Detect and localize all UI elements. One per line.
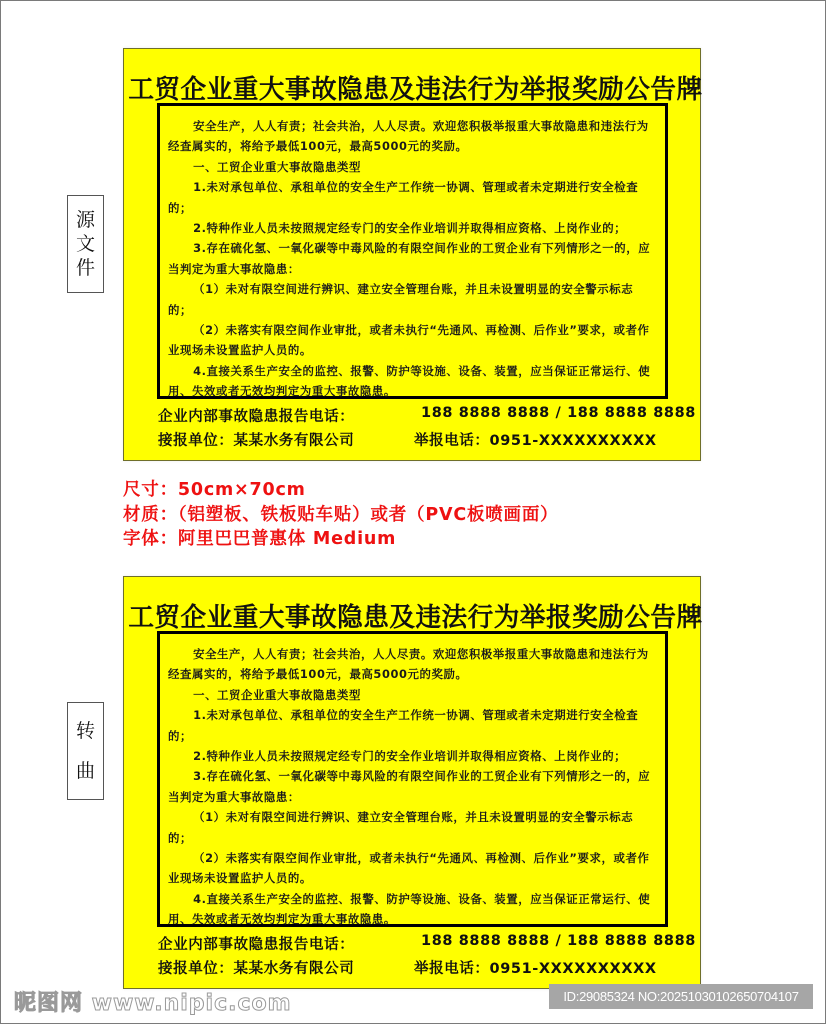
body-paragraph: （2）未落实有限空间作业审批，或者未执行“先通风、再检测、后作业”要求，或者作业现场未设置监护人员的。 — [168, 851, 650, 886]
source-file-label — [67, 195, 104, 293]
report-unit-row — [158, 957, 657, 978]
internal-phone-row — [158, 933, 696, 954]
spec-font: 字体：阿里巴巴普惠体 Medium — [123, 529, 397, 549]
internal-phone-label: 企业内部事故隐患报告电话： — [158, 937, 355, 953]
body-paragraph: 4.直接关系生产安全的监控、报警、防护等设施、设备、装置，应当保证正常运行、使用、失效或者无效均判定为重大事故隐患。 — [168, 363, 651, 399]
watermark-id-badge: ID:29085324 NO:20251030102650704107 — [549, 984, 813, 1009]
sign-body-box — [157, 631, 668, 927]
body-paragraph: 安全生产，人人有责；社会共治，人人尽责。欢迎您积极举报重大事故隐患和违法行为经查属实的，将给予最低100元，最高5000元的奖励。 — [168, 647, 649, 682]
spec-material: 材质：（铝塑板、铁板贴车贴）或者（PVC板喷画面） — [123, 504, 559, 525]
body-paragraph: 1.未对承包单位、承租单位的安全生产工作统一协调、管理或者未定期进行安全检查的； — [168, 708, 639, 743]
watermark-logo: 昵图网 www.nipic.com — [14, 991, 292, 1016]
unit-label: 接报单位：某某水务有限公司 — [158, 433, 355, 449]
side-label-char: 源 — [75, 209, 95, 231]
outlined-label — [67, 702, 104, 800]
body-paragraph: 1.未对承包单位、承租单位的安全生产工作统一协调、管理或者未定期进行安全检查的； — [168, 180, 639, 215]
body-paragraph: 2.特种作业人员未按照规定经专门的安全作业培训并取得相应资格、上岗作业的； — [193, 221, 627, 236]
sign-title: 工贸企业重大事故隐患及违法行为举报奖励公告牌 — [128, 75, 703, 105]
body-paragraph: （2）未落实有限空间作业审批，或者未执行“先通风、再检测、后作业”要求，或者作业现场未设置监护人员的。 — [168, 323, 650, 358]
report-phone: 举报电话：0951-XXXXXXXXXX — [414, 433, 657, 449]
body-paragraph: 3.存在硫化氢、一氧化碳等中毒风险的有限空间作业的工贸企业有下列情形之一的，应当判定为重大事故隐患： — [168, 769, 651, 804]
side-label-char: 文 — [75, 233, 95, 255]
unit-label: 接报单位：某某水务有限公司 — [158, 961, 355, 977]
body-paragraph: 一、工贸企业重大事故隐患类型 — [193, 687, 361, 702]
internal-phone-label: 企业内部事故隐患报告电话： — [158, 409, 355, 425]
side-label-char: 曲 — [75, 760, 95, 782]
spec-notes — [123, 478, 558, 552]
body-paragraph: 2.特种作业人员未按照规定经专门的安全作业培训并取得相应资格、上岗作业的； — [193, 749, 627, 764]
body-paragraph: 一、工贸企业重大事故隐患类型 — [193, 159, 361, 174]
report-unit-row — [158, 429, 657, 450]
sign-outlined — [123, 576, 701, 989]
body-paragraph: 3.存在硫化氢、一氧化碳等中毒风险的有限空间作业的工贸企业有下列情形之一的，应当判定为重大事故隐患： — [168, 241, 651, 276]
body-paragraph: 4.直接关系生产安全的监控、报警、防护等设施、设备、装置，应当保证正常运行、使用、失效或者无效均判定为重大事故隐患。 — [168, 891, 651, 927]
sign-body-box — [157, 103, 668, 399]
sign-source — [123, 48, 701, 461]
internal-phone-row — [158, 405, 696, 426]
sign-title: 工贸企业重大事故隐患及违法行为举报奖励公告牌 — [128, 603, 703, 633]
body-paragraph: （1）未对有限空间进行辨识、建立安全管理台账，并且未设置明显的安全警示标志的； — [168, 282, 634, 317]
side-label-char: 件 — [75, 257, 95, 279]
body-paragraph: （1）未对有限空间进行辨识、建立安全管理台账，并且未设置明显的安全警示标志的； — [168, 810, 634, 845]
body-paragraph: 安全生产，人人有责；社会共治，人人尽责。欢迎您积极举报重大事故隐患和违法行为经查属实的，将给予最低100元，最高5000元的奖励。 — [168, 119, 649, 154]
report-phone: 举报电话：0951-XXXXXXXXXX — [414, 961, 657, 977]
side-label-char: 转 — [75, 720, 95, 742]
internal-phones: 188 8888 8888 / 188 8888 8888 — [421, 933, 696, 949]
spec-size: 尺寸：50cm×70cm — [123, 480, 306, 500]
internal-phones: 188 8888 8888 / 188 8888 8888 — [421, 405, 696, 421]
